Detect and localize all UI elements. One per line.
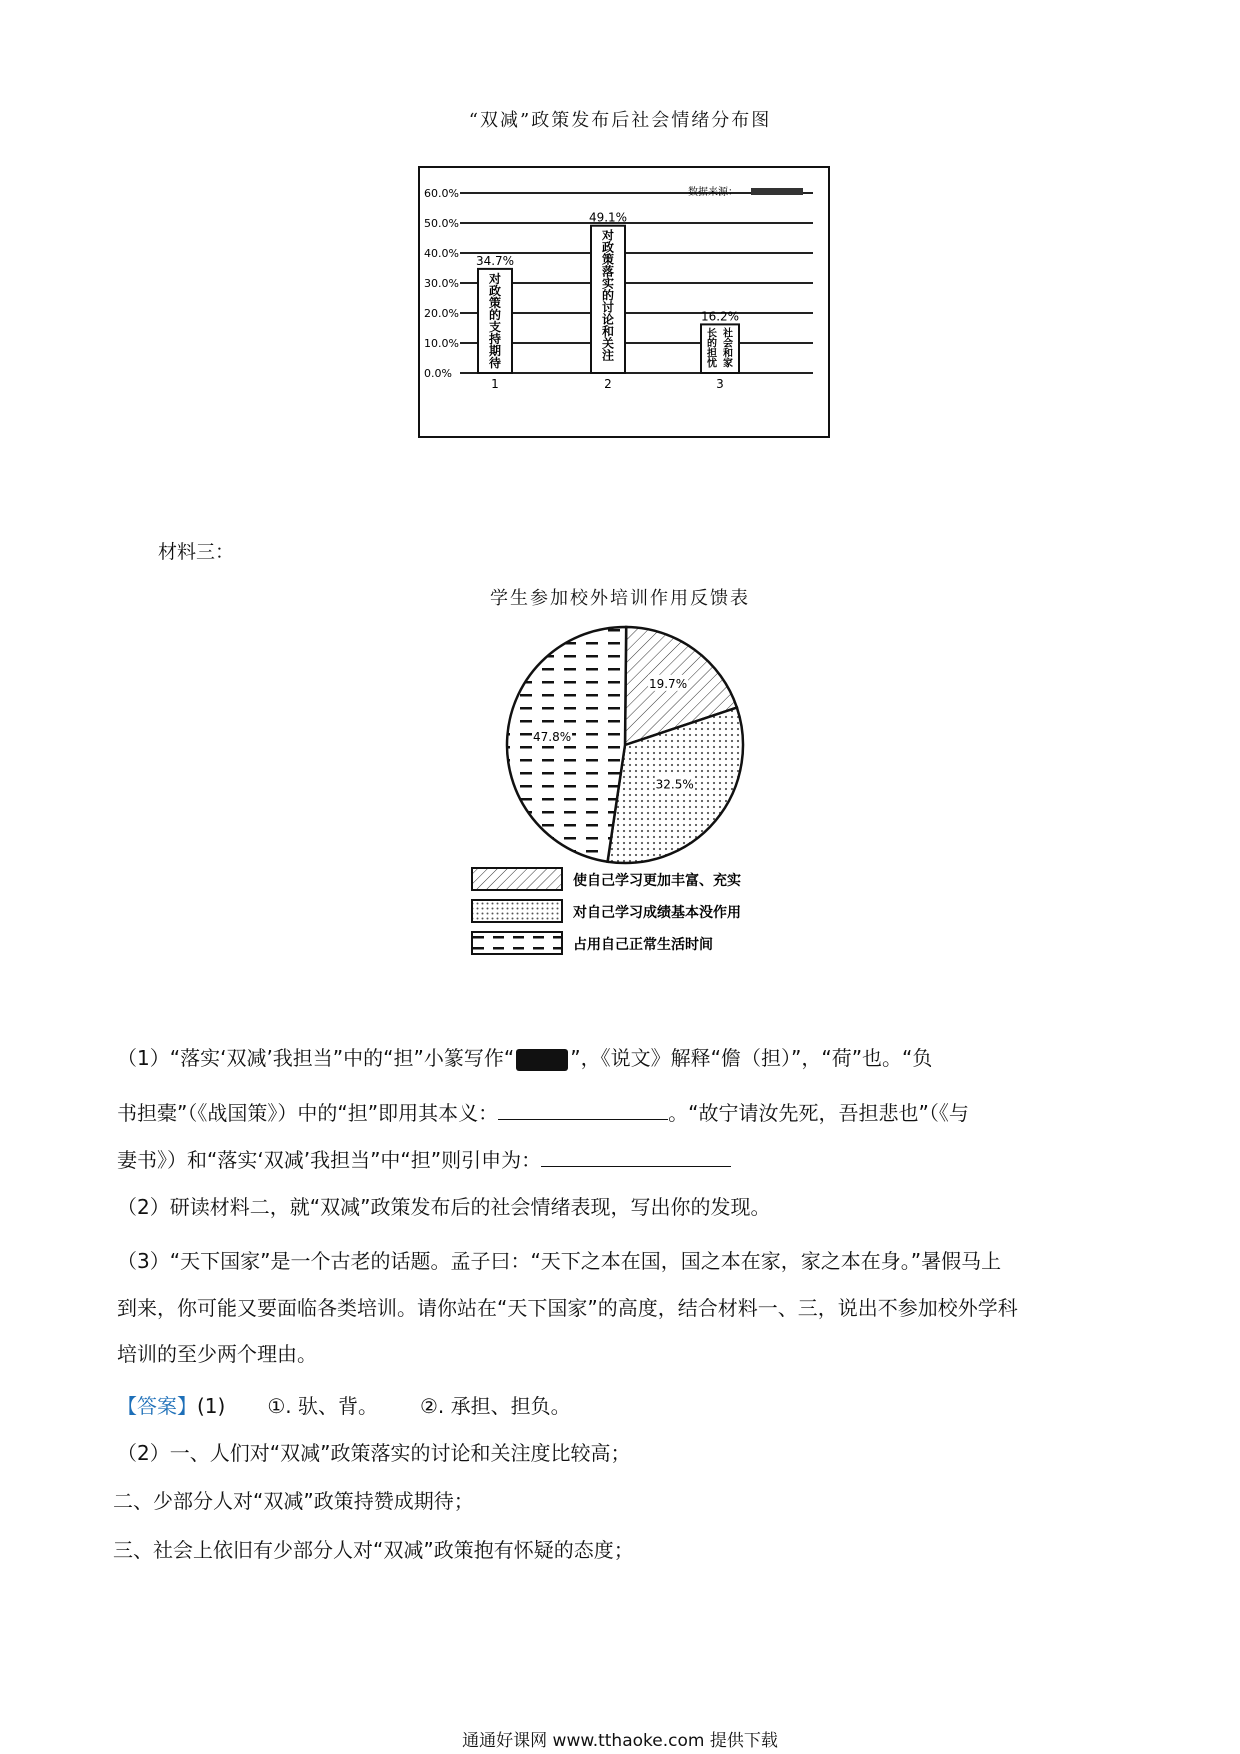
- answer-1-part-2: ②. 承担、担负。: [420, 1394, 571, 1418]
- legend-swatch-dash: [472, 932, 562, 954]
- pie-chart-title: 学生参加校外培训作用反馈表: [490, 588, 750, 609]
- bar-value-label: 49.1%: [588, 210, 628, 225]
- x-tick-label: 3: [716, 377, 724, 391]
- bar-inner-char: 注: [601, 348, 615, 363]
- bar-inner-char: 的: [707, 338, 717, 350]
- bar-inner-char: 和: [723, 348, 733, 360]
- pie-legend: [470, 866, 800, 966]
- bar-inner-char: 策: [488, 295, 502, 310]
- material-three-label: 材料三：: [158, 541, 235, 563]
- y-tick-label: 50.0%: [424, 217, 459, 230]
- pie-slice-label: 19.7%: [648, 676, 688, 691]
- answer-1-prefix: (1): [197, 1394, 226, 1418]
- legend-label-2: 对自己学习成绩基本没作用: [573, 905, 741, 921]
- seal-script-dan-glyph-icon: [516, 1049, 568, 1071]
- data-source-redaction: [751, 188, 803, 195]
- bar-inner-char: 家: [723, 358, 733, 370]
- bar-chart-title: “双减”政策发布后社会情绪分布图: [468, 110, 772, 131]
- question-3-line-2: 到来，你可能又要面临各类培训。请你站在“天下国家”的高度，结合材料一、三，说出不参加校外学科: [117, 1296, 1018, 1320]
- bar-inner-char: 社: [723, 328, 733, 340]
- bar-inner-char: 长: [707, 328, 717, 340]
- x-tick-label: 2: [604, 377, 612, 391]
- pie-slice-label: 47.8%: [533, 730, 572, 745]
- q1-text-1b: ”，《说文》解释“儋（担）”，“荷”也。“负: [570, 1046, 933, 1070]
- pie-slice-label: 32.5%: [655, 777, 694, 792]
- bar-inner-char: 关: [601, 336, 615, 351]
- q1-text-1a: （1）“落实‘双减’我担当”中的“担”小篆写作“: [117, 1046, 515, 1070]
- legend-label-1: 使自己学习更加丰富、充实: [573, 873, 741, 889]
- y-tick-label: 20.0%: [424, 307, 459, 320]
- bar-inner-char: 担: [707, 348, 717, 360]
- question-3-line-1: （3）“天下国家”是一个古老的话题。孟子曰：“天下之本在国，国之本在家，家之本在身。”暑假马上: [117, 1249, 1002, 1273]
- answer-line-1: [117, 1396, 1127, 1416]
- bar-inner-char: 对: [488, 271, 502, 286]
- q1-text-2b: 。“故宁请汝先死，吾担悲也”（《与: [668, 1101, 969, 1125]
- y-tick-label: 30.0%: [424, 277, 459, 290]
- bar-value-label: 16.2%: [700, 309, 740, 324]
- answer-blank-2[interactable]: [541, 1148, 731, 1167]
- question-2: （2）研读材料二，就“双减”政策发布后的社会情绪表现，写出你的发现。: [117, 1195, 771, 1219]
- data-source-label: 数据来源：: [688, 187, 738, 198]
- legend-swatch-hatch: [472, 868, 562, 890]
- pie-legend-svg: [470, 866, 800, 962]
- question-1-line-2: [117, 1101, 1127, 1123]
- bar-inner-char: 实: [601, 276, 615, 291]
- bar-inner-char: 期: [488, 343, 502, 358]
- bar-inner-char: 政: [601, 240, 615, 255]
- bar-inner-char: 的: [601, 288, 615, 303]
- bar-inner-char: 策: [601, 252, 615, 267]
- answer-1-part-1: ①. 驮、背。: [267, 1394, 378, 1418]
- y-tick-label: 60.0%: [424, 187, 459, 200]
- question-1-line-1: [117, 1048, 1127, 1071]
- answer-2-line-2: 二、少部分人对“双减”政策持赞成期待；: [113, 1489, 474, 1513]
- pie-slice-3: [507, 627, 626, 862]
- feedback-pie-chart: [495, 624, 755, 866]
- answer-2-line-1: （2）一、人们对“双减”政策落实的讨论和关注度比较高；: [117, 1441, 631, 1465]
- bar-inner-char: 会: [723, 338, 733, 350]
- emotion-bar-chart: [418, 166, 830, 438]
- y-tick-label: 0.0%: [424, 367, 452, 380]
- bar-inner-char: 政: [488, 283, 502, 298]
- q1-text-2a: 书担橐”（《战国策》）中的“担”即用其本义：: [117, 1101, 499, 1125]
- bar-inner-char: 持: [488, 331, 502, 346]
- legend-swatch-dots: [472, 900, 562, 922]
- bar-inner-char: 讨: [601, 300, 615, 315]
- bar-inner-char: 支: [488, 319, 502, 334]
- x-tick-label: 1: [491, 377, 499, 391]
- bar-value-label: 34.7%: [475, 253, 515, 268]
- bar-inner-char: 忧: [707, 358, 717, 370]
- q1-text-3a: 妻书》）和“落实‘双减’我担当”中“担”则引申为：: [117, 1148, 542, 1172]
- bar-inner-char: 的: [488, 307, 502, 322]
- question-1-line-3: [117, 1148, 1127, 1170]
- question-3-line-3: 培训的至少两个理由。: [117, 1342, 317, 1366]
- bar-inner-char: 待: [488, 355, 502, 370]
- bar-inner-char: 论: [601, 312, 615, 327]
- bar-inner-char: 和: [601, 324, 615, 339]
- y-tick-label: 10.0%: [424, 337, 459, 350]
- legend-label-3: 占用自己正常生活时间: [573, 937, 713, 953]
- y-tick-label: 40.0%: [424, 247, 459, 260]
- page-footer: 通通好课网 www.tthaoke.com 提供下载: [462, 1731, 778, 1751]
- answer-tag: 【答案】: [117, 1394, 197, 1418]
- bar-inner-char: 落: [601, 264, 615, 279]
- bar-inner-char: 对: [601, 228, 615, 243]
- answer-2-line-3: 三、社会上依旧有少部分人对“双减”政策抱有怀疑的态度；: [113, 1538, 634, 1562]
- answer-blank-1[interactable]: [498, 1101, 668, 1120]
